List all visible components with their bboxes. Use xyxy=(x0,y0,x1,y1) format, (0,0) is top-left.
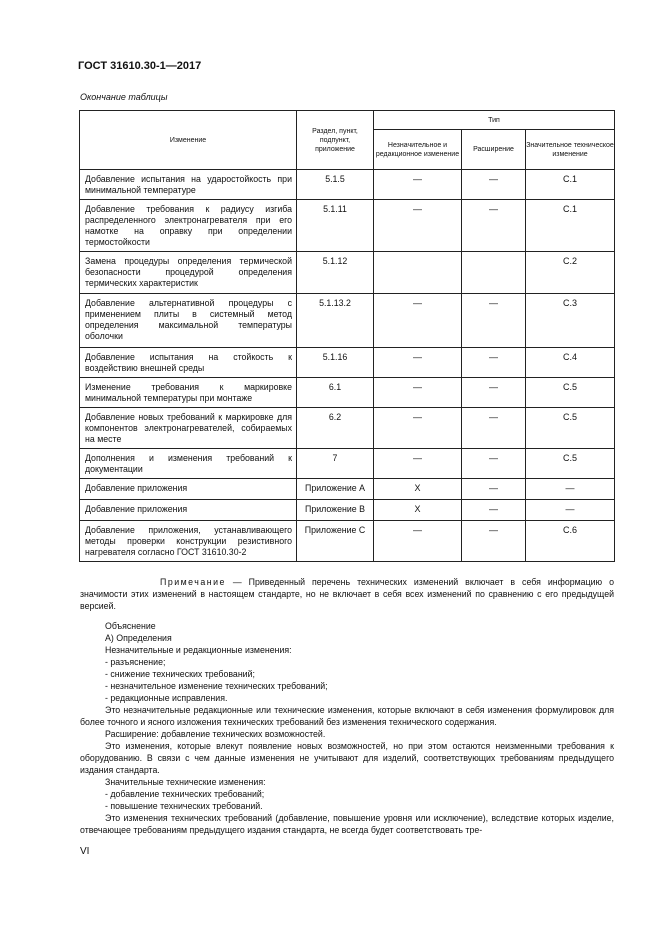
explanation-line: - добавление технических требований; xyxy=(105,789,265,799)
section-cell: 7 xyxy=(297,449,374,479)
extension-cell: — xyxy=(462,378,526,408)
explanation-line: Это изменения, которые влекут появление новых возможностей, но при этом остаются неизменными требования к оборудованию. В связи с чем данные изменения не учитывают для изделий, соответствующих требованиям предыдущего издания стандарта. xyxy=(80,741,614,775)
explanation-line: - редакционные исправления. xyxy=(105,693,228,703)
minor-cell: — xyxy=(374,449,462,479)
section-cell: 6.1 xyxy=(297,378,374,408)
minor-cell: X xyxy=(374,479,462,500)
change-cell: Добавление испытания на стойкость к воздействию внешней среды xyxy=(80,348,297,378)
table-row xyxy=(80,252,615,294)
major-cell: C.1 xyxy=(526,200,615,252)
change-cell: Добавление новых требований к маркировке для компонентов электронагревателей, собираемых на месте xyxy=(80,408,297,449)
table-row xyxy=(80,449,615,479)
minor-cell: — xyxy=(374,408,462,449)
table-row xyxy=(80,348,615,378)
extension-cell: — xyxy=(462,348,526,378)
minor-cell: — xyxy=(374,348,462,378)
change-cell: Дополнения и изменения требований к документации xyxy=(80,449,297,479)
explanation-line: - незначительное изменение технических требований; xyxy=(105,681,328,691)
major-cell: C.5 xyxy=(526,449,615,479)
major-cell: C.1 xyxy=(526,170,615,200)
section-cell: 5.1.5 xyxy=(297,170,374,200)
extension-cell: — xyxy=(462,479,526,500)
extension-cell xyxy=(462,252,526,294)
explanation-line: - снижение технических требований; xyxy=(105,669,255,679)
major-cell: — xyxy=(526,479,615,500)
explanation-line: - разъяснение; xyxy=(105,657,166,667)
minor-cell: — xyxy=(374,170,462,200)
extension-cell: — xyxy=(462,170,526,200)
table-caption: Окончание таблицы xyxy=(80,92,168,102)
table-row xyxy=(80,378,615,408)
minor-cell: — xyxy=(374,378,462,408)
changes-table xyxy=(79,110,615,562)
section-cell: 5.1.12 xyxy=(297,252,374,294)
major-cell: C.2 xyxy=(526,252,615,294)
major-cell: C.5 xyxy=(526,408,615,449)
extension-cell: — xyxy=(462,449,526,479)
explanation-block xyxy=(80,620,614,836)
header-minor: Незначительное и редакционное изменение xyxy=(374,130,462,170)
extension-cell: — xyxy=(462,521,526,562)
major-cell: C.5 xyxy=(526,378,615,408)
section-cell: 6.2 xyxy=(297,408,374,449)
section-cell: Приложение A xyxy=(297,479,374,500)
table-row xyxy=(80,408,615,449)
section-cell: 5.1.16 xyxy=(297,348,374,378)
table-row xyxy=(80,294,615,348)
header-extension: Расширение xyxy=(462,130,526,170)
header-section: Раздел, пункт, подпункт, приложение xyxy=(297,111,374,170)
header-change: Изменение xyxy=(80,111,297,170)
note-label: Примечание xyxy=(160,577,226,587)
table-row xyxy=(80,200,615,252)
extension-cell: — xyxy=(462,408,526,449)
extension-cell: — xyxy=(462,200,526,252)
change-cell: Добавление требования к радиусу изгиба распределенного электронагревателя при его намотке на оправку при определении термостойкости xyxy=(80,200,297,252)
extension-cell: — xyxy=(462,500,526,521)
extension-cell: — xyxy=(462,294,526,348)
change-cell: Добавление альтернативной процедуры с применением плиты в системный метод определения максимальной температуры оболочки xyxy=(80,294,297,348)
change-cell: Добавление испытания на ударостойкость при минимальной температуре xyxy=(80,170,297,200)
explanation-line: Значительные технические изменения: xyxy=(105,777,266,787)
minor-cell: — xyxy=(374,200,462,252)
section-cell: Приложение B xyxy=(297,500,374,521)
major-cell: C.4 xyxy=(526,348,615,378)
section-cell: 5.1.13.2 xyxy=(297,294,374,348)
change-cell: Изменение требования к маркировке минимальной температуры при монтаже xyxy=(80,378,297,408)
major-cell: C.6 xyxy=(526,521,615,562)
header-major: Значительное техническое изменение xyxy=(526,130,615,170)
section-cell: Приложение C xyxy=(297,521,374,562)
table-note xyxy=(80,576,614,612)
section-cell: 5.1.11 xyxy=(297,200,374,252)
table-row xyxy=(80,170,615,200)
change-cell: Добавление приложения, устанавливающего методы проверки конструкции резистивного нагревателя согласно ГОСТ 31610.30-2 xyxy=(80,521,297,562)
change-cell: Добавление приложения xyxy=(80,479,297,500)
document-header: ГОСТ 31610.30-1—2017 xyxy=(78,60,202,72)
minor-cell: X xyxy=(374,500,462,521)
major-cell: C.3 xyxy=(526,294,615,348)
major-cell: — xyxy=(526,500,615,521)
explanation-line: Объяснение xyxy=(105,621,156,631)
note-text: — Приведенный перечень технических изменений включает в себя информацию о значимости этих изменений в настоящем стандарте, но не включает в себя всех изменений по сравнению с его предыдущей версией. xyxy=(80,577,614,611)
explanation-line: Это изменения технических требований (добавление, повышение уровня или исключение), вследствие которых изделие, отвечающее требованиям предыдущего издания стандарта, не всегда будет соответствовать тре- xyxy=(80,813,614,835)
explanation-line: Незначительные и редакционные изменения: xyxy=(105,645,292,655)
table-row xyxy=(80,521,615,562)
table-row xyxy=(80,500,615,521)
minor-cell: — xyxy=(374,294,462,348)
explanation-line: Это незначительные редакционные или технические изменения, которые включают в себя изменения формулировок для более точного и ясного изложения технических требований без изменения технического содержания. xyxy=(80,705,614,727)
header-type: Тип xyxy=(374,111,615,130)
change-cell: Замена процедуры определения термической безопасности процедурой определения термических характеристик xyxy=(80,252,297,294)
explanation-line: A) Определения xyxy=(105,633,172,643)
minor-cell: — xyxy=(374,521,462,562)
page-number: VI xyxy=(80,846,90,857)
minor-cell xyxy=(374,252,462,294)
explanation-line: - повышение технических требований. xyxy=(105,801,263,811)
change-cell: Добавление приложения xyxy=(80,500,297,521)
table-row xyxy=(80,479,615,500)
explanation-line: Расширение: добавление технических возможностей. xyxy=(105,729,326,739)
